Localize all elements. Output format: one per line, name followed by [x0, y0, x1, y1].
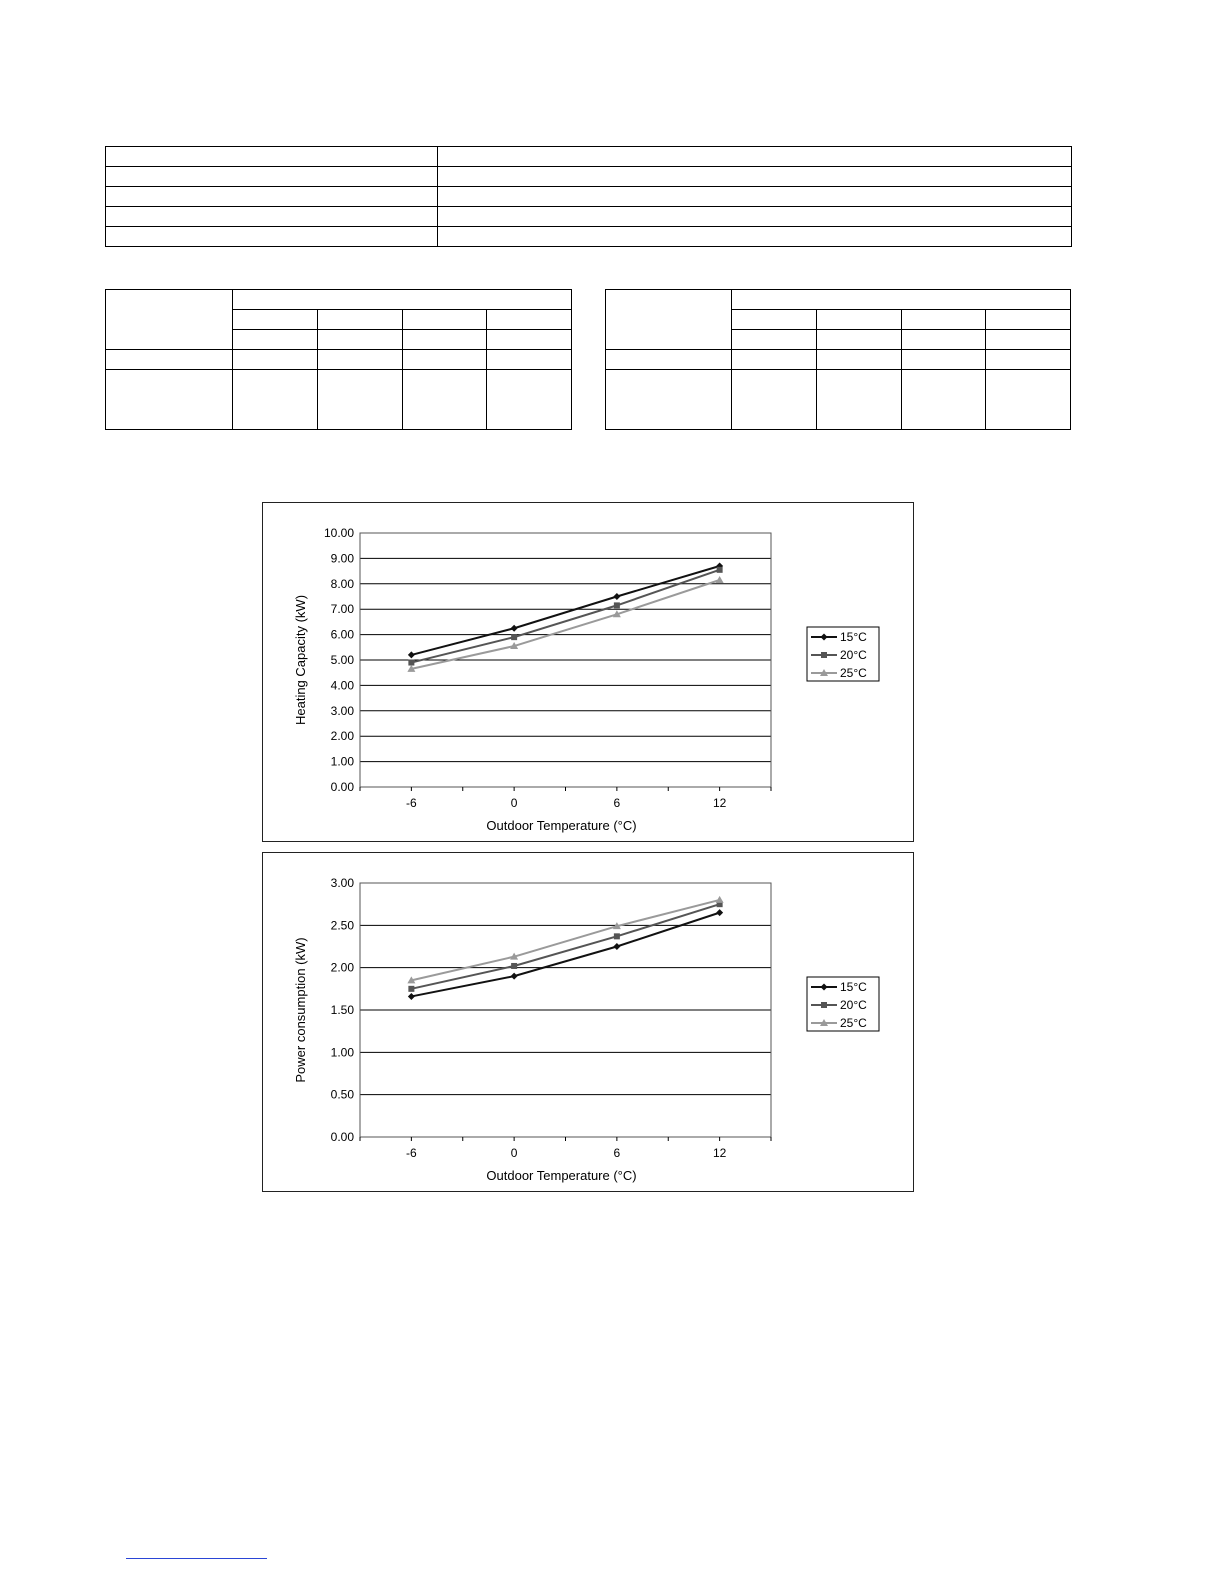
- table-cell: [106, 370, 233, 430]
- table-row: [106, 187, 1072, 207]
- table-cell: [816, 330, 901, 350]
- table-cell: [106, 207, 438, 227]
- table-cell: [233, 310, 318, 330]
- table-cell: [438, 167, 1072, 187]
- y-tick-label: 7.00: [330, 602, 354, 617]
- y-axis-label: Heating Capacity (kW): [293, 594, 308, 726]
- table-cell: [901, 350, 986, 370]
- x-tick-label: 6: [613, 796, 621, 810]
- y-tick-label: 3.00: [330, 876, 354, 890]
- table-cell: [402, 310, 487, 330]
- series-0: [408, 563, 723, 659]
- data-point-marker: [511, 973, 518, 980]
- table-cell: [816, 310, 901, 330]
- y-tick-label: 0.00: [330, 780, 354, 794]
- table-cell: [487, 350, 572, 370]
- y-tick-label: 1.00: [330, 754, 354, 769]
- table-cell: [986, 350, 1071, 370]
- series-line: [411, 566, 719, 655]
- table-row: [106, 147, 1072, 167]
- y-tick-label: 2.50: [330, 918, 354, 933]
- x-tick-label: 12: [712, 1146, 727, 1160]
- y-tick-label: 6.00: [330, 627, 354, 642]
- data-point-marker: [821, 652, 827, 658]
- y-tick-label: 0.50: [330, 1087, 354, 1102]
- x-axis-label: Outdoor Temperature (°C): [486, 1168, 637, 1183]
- data-point-marker: [408, 986, 414, 992]
- table-cell: [106, 187, 438, 207]
- condition-table-right: [605, 289, 1071, 430]
- x-tick-label: 12: [712, 796, 727, 810]
- data-point-marker: [408, 660, 414, 666]
- table-cell: [901, 310, 986, 330]
- table-cell: [233, 330, 318, 350]
- series-line: [411, 900, 719, 980]
- table-cell: [732, 350, 817, 370]
- table-cell: [487, 310, 572, 330]
- table-row: [606, 350, 1071, 370]
- data-point-marker: [613, 593, 620, 600]
- table-row: [606, 290, 1071, 310]
- y-tick-label: 3.00: [330, 703, 354, 718]
- power-consumption-chart-svg: [263, 853, 915, 1193]
- y-tick-label: 5.00: [330, 653, 354, 667]
- y-axis-label: Power consumption (kW): [293, 937, 308, 1083]
- spec-table: [105, 146, 1072, 247]
- table-row: [606, 370, 1071, 430]
- table-cell: [986, 370, 1071, 430]
- data-point-marker: [716, 909, 723, 916]
- legend-label: 15°C: [840, 980, 867, 994]
- table-cell: [487, 370, 572, 430]
- table-cell: [233, 350, 318, 370]
- y-tick-label: 9.00: [330, 551, 354, 566]
- table-cell: [986, 310, 1071, 330]
- x-tick-label: -6: [406, 1146, 417, 1160]
- table-cell: [317, 370, 402, 430]
- table-cell: [317, 330, 402, 350]
- series-1: [408, 901, 722, 992]
- table-cell: [402, 330, 487, 350]
- data-point-marker: [614, 933, 620, 939]
- x-tick-label: 6: [613, 1146, 621, 1160]
- legend-label: 20°C: [840, 998, 867, 1012]
- data-point-marker: [613, 943, 620, 950]
- table-cell: [487, 330, 572, 350]
- y-tick-label: 4.00: [330, 678, 354, 693]
- table-cell: [233, 370, 318, 430]
- table-cell: [438, 227, 1072, 247]
- table-cell: [438, 147, 1072, 167]
- table-cell: [438, 207, 1072, 227]
- table-cell: [732, 370, 817, 430]
- data-point-marker: [716, 576, 724, 583]
- y-tick-label: 1.50: [330, 1003, 354, 1017]
- data-point-marker: [408, 651, 415, 658]
- y-tick-label: 10.00: [323, 526, 354, 540]
- y-tick-label: 2.00: [330, 960, 354, 975]
- table-cell: [732, 330, 817, 350]
- table-cell: [901, 330, 986, 350]
- series-1: [408, 567, 722, 666]
- table-cell: [816, 350, 901, 370]
- y-tick-label: 8.00: [330, 576, 354, 591]
- table-cell: [106, 167, 438, 187]
- legend-label: 25°C: [840, 1016, 867, 1030]
- table-cell: [106, 147, 438, 167]
- table-cell: [233, 290, 572, 310]
- x-tick-label: 0: [510, 796, 518, 810]
- table-cell: [317, 310, 402, 330]
- x-tick-label: 0: [510, 1146, 518, 1160]
- table-cell: [732, 310, 817, 330]
- y-tick-label: 1.00: [330, 1045, 354, 1060]
- footer-link-underline: [126, 1558, 267, 1559]
- y-tick-label: 0.00: [330, 1130, 354, 1144]
- power-consumption-chart: [262, 852, 914, 1192]
- table-cell: [106, 350, 233, 370]
- table-row: [106, 290, 572, 310]
- table-cell: [106, 290, 233, 350]
- series-line: [411, 580, 719, 669]
- table-cell: [106, 227, 438, 247]
- table-row: [106, 350, 572, 370]
- heating-capacity-chart: [262, 502, 914, 842]
- data-point-marker: [821, 1002, 827, 1008]
- series-0: [408, 909, 723, 1000]
- data-point-marker: [614, 602, 620, 608]
- legend-label: 25°C: [840, 666, 867, 680]
- data-point-marker: [511, 625, 518, 632]
- table-cell: [606, 350, 732, 370]
- table-cell: [606, 370, 732, 430]
- table-row: [106, 207, 1072, 227]
- data-point-marker: [716, 896, 724, 903]
- y-tick-label: 2.00: [330, 729, 354, 744]
- table-cell: [816, 370, 901, 430]
- data-point-marker: [511, 634, 517, 640]
- table-cell: [317, 350, 402, 370]
- table-row: [106, 167, 1072, 187]
- table-cell: [986, 330, 1071, 350]
- series-2: [407, 896, 723, 983]
- x-axis-label: Outdoor Temperature (°C): [486, 818, 637, 833]
- table-cell: [732, 290, 1071, 310]
- data-point-marker: [408, 993, 415, 1000]
- legend-label: 15°C: [840, 630, 867, 644]
- table-cell: [438, 187, 1072, 207]
- data-point-marker: [511, 963, 517, 969]
- table-row: [106, 370, 572, 430]
- table-cell: [402, 370, 487, 430]
- table-cell: [402, 350, 487, 370]
- heating-capacity-chart-svg: [263, 503, 915, 843]
- condition-table-left: [105, 289, 572, 430]
- legend-label: 20°C: [840, 648, 867, 662]
- data-point-marker: [717, 567, 723, 573]
- series-2: [407, 576, 723, 672]
- table-cell: [606, 290, 732, 350]
- series-line: [411, 904, 719, 989]
- table-row: [106, 227, 1072, 247]
- table-cell: [901, 370, 986, 430]
- x-tick-label: -6: [406, 796, 417, 810]
